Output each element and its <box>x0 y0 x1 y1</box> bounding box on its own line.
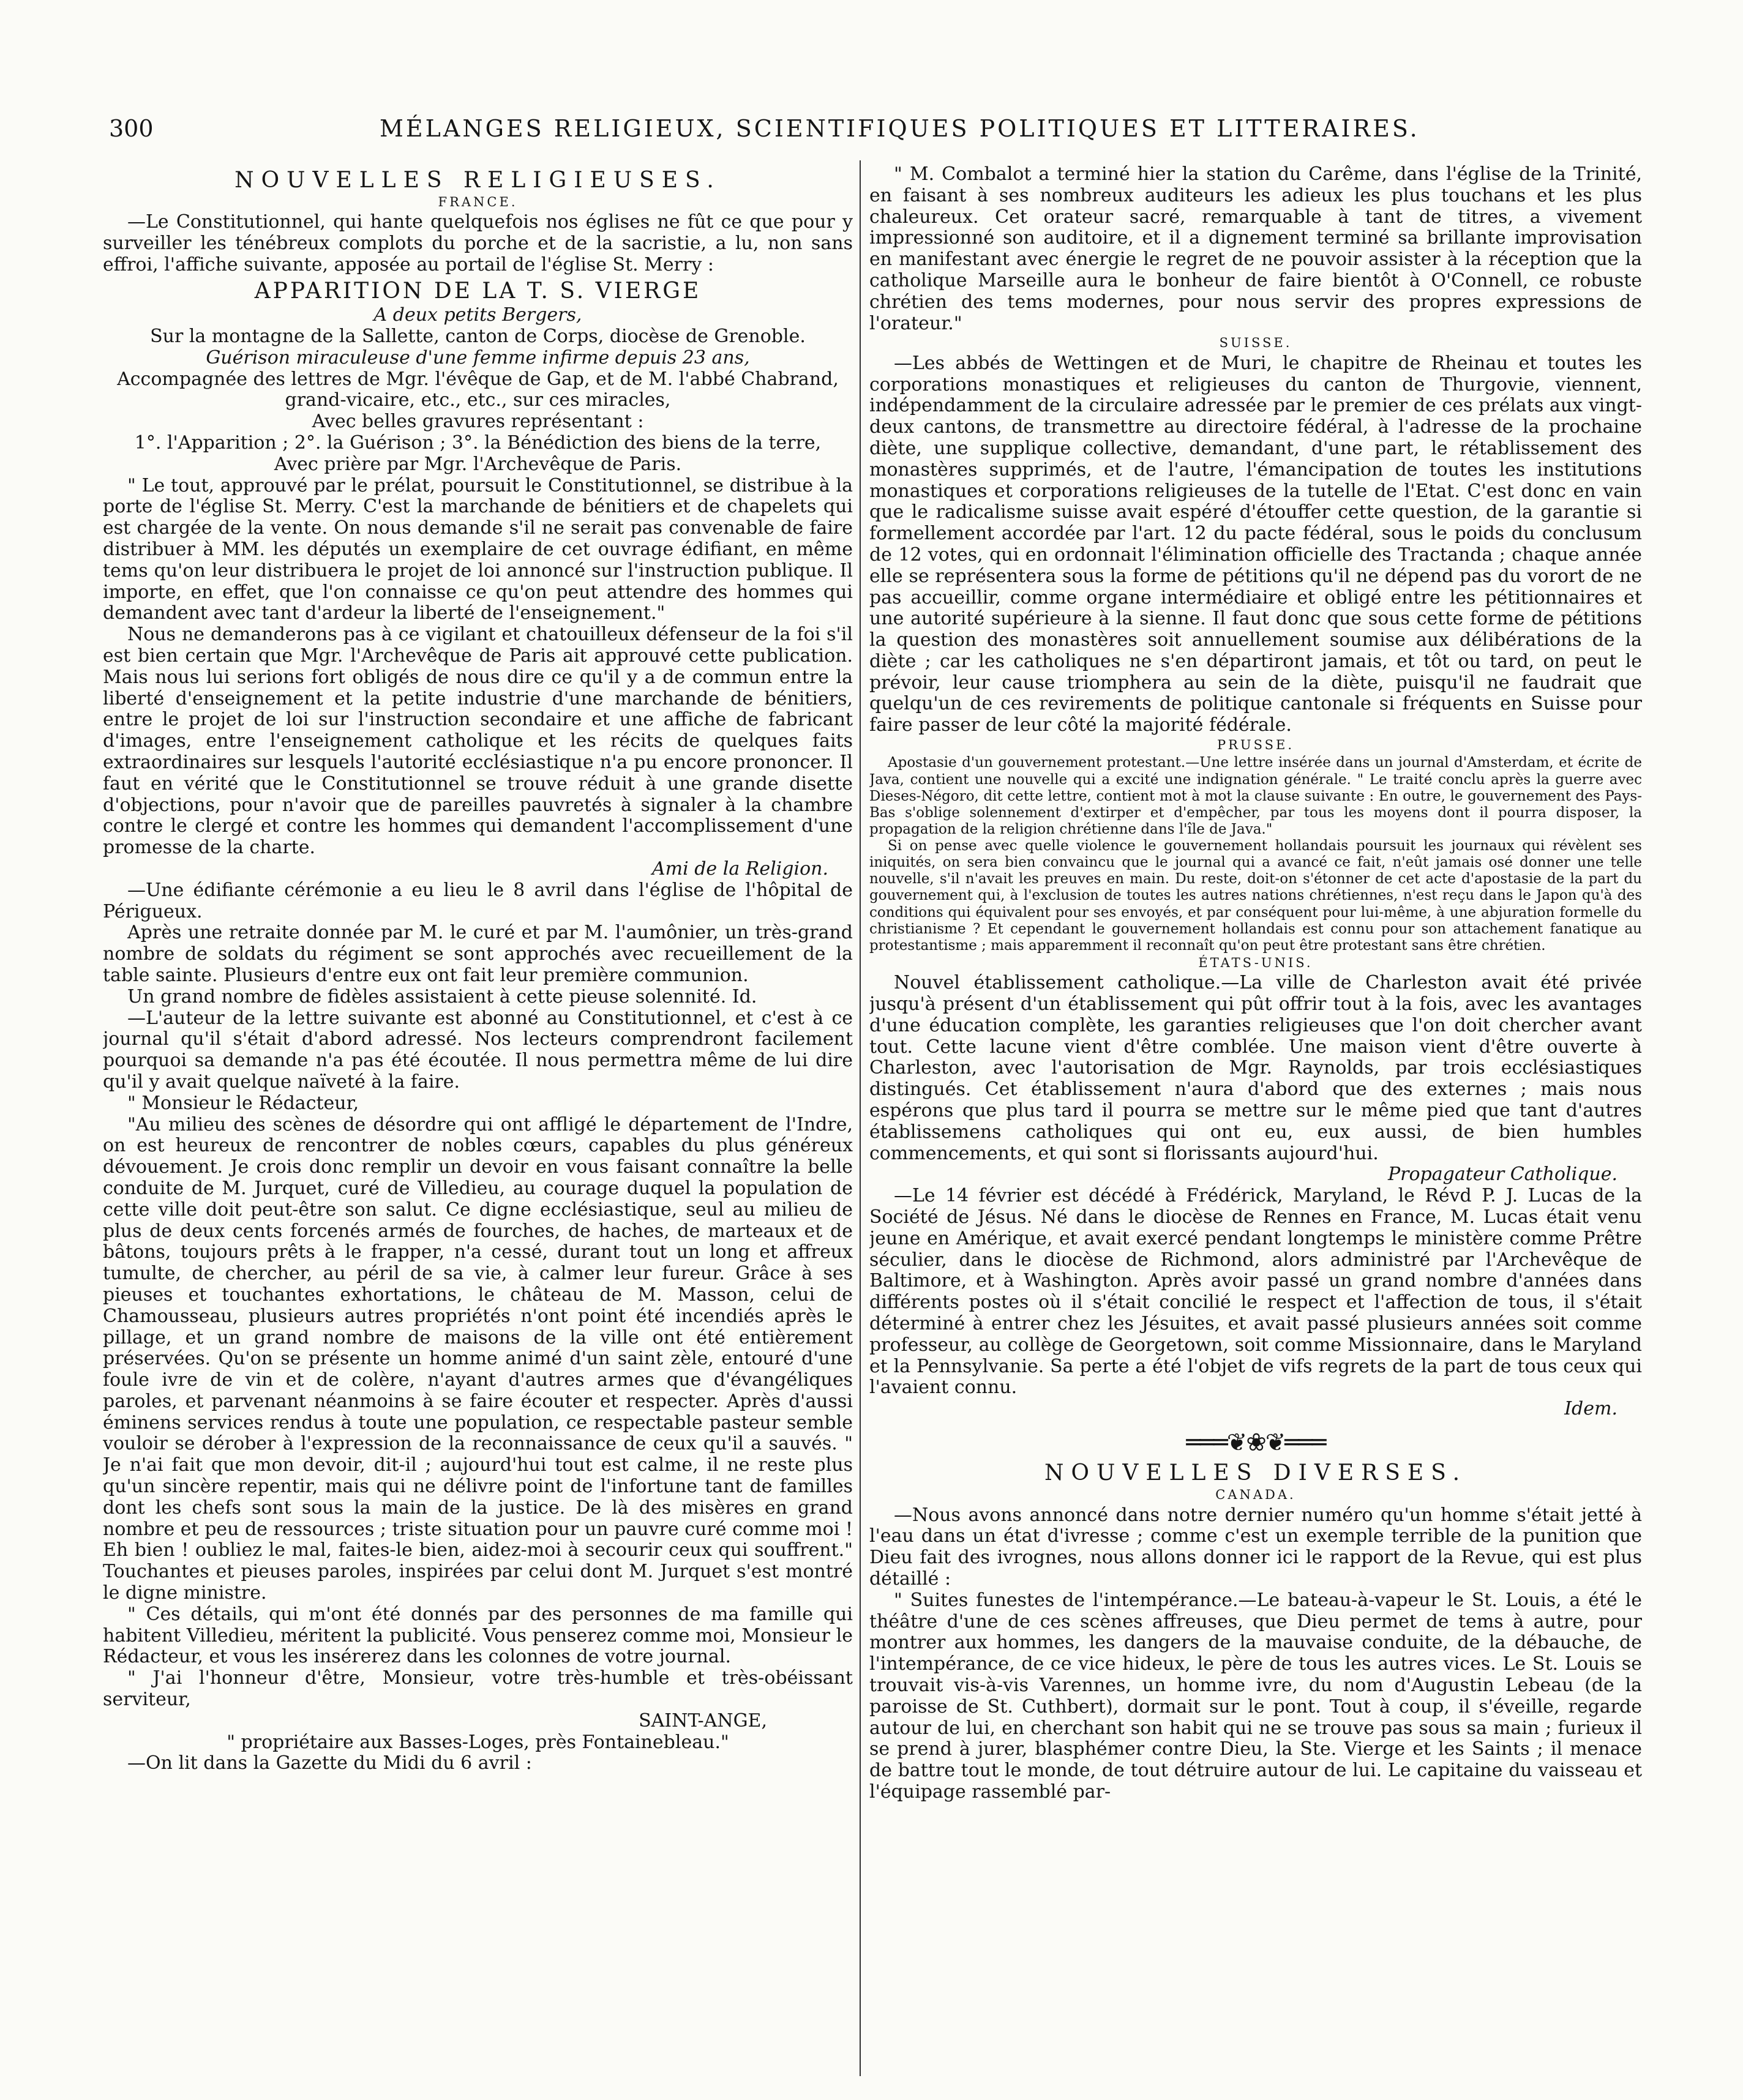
small-print-paragraph: Si on pense avec quelle violence le gouvernement hollandais poursuit les journaux qui révèlent ses iniquités, on sera bien convaincu que le journal qui a avancé ce fait, n'eût jamais osé donner une telle nouvelle, s'il n'avait les preuves en main. Du reste, doit-on s'étonner de cet acte d'apostasie de la part du gouvernement qui, à l'exclusion de toutes les autres nations chrétiennes, n'est reçu dans le Japon qu'à des conditions qui équivalent pour ses envoyés, et par conséquent pour lui-même, à une abjuration formelle du christianisme ? Et cependant le gouvernement hollandais est connu pour son attachement fanatique au protestantisme ; mais apparemment il reconnaît qu'on peut être protestant sans être chrétien. <box>869 838 1642 954</box>
paragraph: " Suites funestes de l'intempérance.—Le bateau-à-vapeur le St. Louis, a été le théâtre d'une de ces scènes affreuses, que Dieu permet de tems à autre, pour montrer aux hommes, les dangers de la mauvaise conduite, de la débauche, de l'intempérance, de ce vice hideux, le père de tous les autres vices. Le St. Louis se trouvait vis-à-vis Varennes, un homme ivre, du nom d'Augustin Lebeau (de la paroisse de St. Cuthbert), dormait sur le pont. Tout à coup, il s'éveille, regarde autour de lui, en cherchant son habit qui ne se trouve pas sous sa main ; furieux il se prend à jurer, blasphémer contre Dieu, la Ste. Vierge et les Saints ; il menace de battre tout le monde, de tout détruire autour de lui. Le capitaine du vaisseau et l'équipage rassemblé par- <box>869 1589 1642 1803</box>
section-heading: NOUVELLES RELIGIEUSES. <box>234 168 721 193</box>
paragraph: " J'ai l'honneur d'être, Monsieur, votre très-humble et très-obéissant serviteur, <box>103 1667 853 1711</box>
paragraph: —Une édifiante cérémonie a eu lieu le 8 avril dans l'église de l'hôpital de Périgueux. <box>103 879 853 922</box>
subsection-heading: CANADA. <box>1215 1487 1296 1503</box>
column-divider <box>860 160 861 2076</box>
section-heading: NOUVELLES DIVERSES. <box>1044 1460 1467 1486</box>
paragraph: —Nous avons annoncé dans notre dernier numéro qu'un homme s'était jetté à l'eau dans un état d'ivresse ; comme c'est un exemple terrible de la punition que Dieu fait des ivrognes, nous allons donner ici le rapport de la Revue, qui est plus détaillé : <box>869 1504 1642 1590</box>
small-print-paragraph: Apostasie d'un gouvernement protestant.—Une lettre insérée dans un journal d'Amsterdam, et écrite de Java, contient une nouvelle qui a excité une indignation générale. " Le traité conclu après la guerre avec Dieses-Négoro, dit cette lettre, contient mot à mot la clause suivante : En outre, le gouvernement des Pays-Bas s'oblige solennement d'extirper et d'empêcher, par tous les moyens dont il pourra disposer, la propagation de la religion chrétienne dans l'île de Java." <box>869 755 1642 837</box>
running-title: MÉLANGES RELIGIEUX, SCIENTIFIQUES POLITIQUES ET LITTERAIRES. <box>380 115 1420 142</box>
paragraph: —Les abbés de Wettingen et de Muri, le chapitre de Rheinau et toutes les corporations monastiques et religieuses du canton de Thurgovie, viennent, indépendamment de la circulaire adressée par le premier de ces prélats aux vingt-deux cantons, de transmettre au directoire fédéral, à l'adresse de la prochaine diète, une supplique collective, demandant, d'une part, le rétablissement des monastères supprimés, et de l'autre, l'émancipation de toutes les institutions monastiques et corporations religieuses de la tutelle de l'Etat. C'est donc en vain que le radicalisme suisse avait espéré d'étouffer cette question, de la garantie si formellement accordée par l'art. 12 du pacte fédéral, sous le poids du conclusum de 12 votes, qui en ordonnait l'élimination officielle des Tractanda ; chaque année elle se représentera sous la forme de pétitions qu'il ne dépend pas du vorort de ne pas accueillir, comme organe intermédiaire et obligé entre les pétitionnaires et une autorité supérieure à la sienne. Il faut donc que sous cette forme de pétitions la question des monastères soit annuellement soumise aux délibérations de la diète ; car les catholiques ne s'en départiront jamais, et tôt ou tard, on peut le prévoir, leur cause triomphera au sein de la diète, puisqu'il ne faudrait que quelqu'un de ces revirements de politique cantonale si fréquents en Suisse pour faire passer de leur côté la majorité fédérale. <box>869 352 1642 736</box>
source-credit: Idem. <box>1564 1398 1617 1420</box>
subsection-heading: SUISSE. <box>1219 335 1292 351</box>
centered-line: Accompagnée des lettres de Mgr. l'évêque de Gap, et de M. l'abbé Chabrand, grand-vicaire, etc., etc., sur ces miracles, <box>117 368 839 411</box>
paragraph: " Le tout, approuvé par le prélat, poursuit le Constitutionnel, se distribue à la porte de l'église St. Merry. C'est la marchande de bénitiers et de chapelets qui est chargée de la vente. On nous demande s'il ne serait pas convenable de faire distribuer à MM. les députés un exemplaire de cet ouvrage édifiant, en même tems qu'on leur distribuera le projet de loi annoncé sur l'instruction publique. Il importe, en effet, que l'on connaisse ce qu'on peut attendre des hommes qui demandent avec tant d'ardeur la liberté de l'enseignement." <box>103 474 853 624</box>
centered-line: 1°. l'Apparition ; 2°. la Guérison ; 3°. la Bénédiction des biens de la terre, <box>134 432 822 454</box>
subsection-heading: ÉTATS-UNIS. <box>1198 955 1313 970</box>
page-header <box>0 115 1743 152</box>
paragraph: —L'auteur de la lettre suivante est abonné au Constitutionnel, et c'est à ce journal qu'il s'était d'abord adressé. Nos lecteurs comprendront facilement pourquoi sa demande n'a pas été écoutée. Il nous permettra même de lui dire qu'il y avait quelque naïveté à la faire. <box>103 1007 853 1093</box>
paragraph: "Au milieu des scènes de désordre qui ont affligé le département de l'Indre, on est heureux de rencontrer de nobles cœurs, capables du plus généreux dévouement. Je crois donc remplir un devoir en vous faisant connaître la belle conduite de M. Jurquet, curé de Villedieu, au courage duquel la population de cette ville doit peut-être son salut. Ce digne ecclésiastique, seul au milieu de plus de deux cents forcenés armés de fourches, de haches, de marteaux et de bâtons, toujours prêts à le frapper, n'a cessé, durant tout un long et affreux tumulte, de chercher, au péril de sa vie, à calmer leur fureur. Grâce à ses pieuses et touchantes exhortations, le château de M. Masson, celui de Chamousseau, plusieurs autres propriétés n'ont point été incendiés après le pillage, et un grand nombre de maisons de la ville ont été entièrement préservées. Qu'on se présente un homme animé d'un saint zèle, entouré d'une foule ivre de vin et de colère, n'ayant d'autres armes que d'évangéliques paroles, et parvenant néanmoins à se faire écouter et respecter. Après d'aussi éminens services rendus à toute une population, ce respectable pasteur semble vouloir se dérober à l'expression de la reconnaissance de ceux qu'il a sauvés. " Je n'ai fait que mon devoir, dit-il ; aujourd'hui tout est calme, il ne reste plus qu'un sincère repentir, mais qui ne délivre point de l'infortune tant de familles dont les chefs sont sous la main de la justice. De là des misères en grand nombre et peu de ressources ; triste situation pour un pauvre curé comme moi ! Eh bien ! oubliez le mal, faites-le bien, aidez-moi à secourir ceux qui souffrent." Touchantes et pieuses paroles, inspirées par celui dont M. Jurquet s'est montré le digne ministre. <box>103 1113 853 1604</box>
ornament-divider: ═══❦❀❦═══ <box>1186 1429 1325 1457</box>
paragraph: —Le 14 février est décédé à Frédérick, Maryland, le Révd P. J. Lucas de la Société de Jésus. Né dans le diocèse de Rennes en France, M. Lucas était venu jeune en Amérique, et avait exercé pendant longtemps le ministère comme Prêtre séculier, dans le diocèse de Richmond, alors administré par l'Archevêque de Baltimore, et à Washington. Après avoir passé un grand nombre d'années dans différents postes où il s'était concilié le respect et l'affection de tous, il s'était déterminé à entrer chez les Jésuites, et avait passé plusieurs années soit comme professeur, au collège de Georgetown, soit comme Missionnaire, dans le Maryland et la Pennsylvanie. Sa perte a été l'objet de vifs regrets de la part de tous ceux qui l'avaient connu. <box>869 1185 1642 1399</box>
paragraph: " M. Combalot a terminé hier la station du Carême, dans l'église de la Trinité, en faisant à ses nombreux auditeurs les adieux les plus touchans et les plus chaleureux. Cet orateur sacré, remarquable à tant de titres, a vivement impressionné son auditoire, et il a dignement terminé sa brillante improvisation en manifestant avec énergie le regret de ne pouvoir assister à la réception que la catholique Marseille aura le bonheur de faire bientôt à O'Connell, ce robuste chrétien des tems modernes, pour nous servir des propres expressions de l'orateur." <box>869 164 1642 334</box>
centered-italic-line: Guérison miraculeuse d'une femme infirme depuis 23 ans, <box>206 346 750 368</box>
source-credit: Propagateur Catholique. <box>1387 1164 1617 1186</box>
centered-line: Avec belles gravures représentant : <box>312 411 644 433</box>
notice-title: APPARITION DE LA T. S. VIERGE <box>254 278 702 304</box>
centered-line: " propriétaire aux Basses-Loges, près Fontainebleau." <box>227 1731 729 1753</box>
signature: SAINT-ANGE, <box>639 1710 767 1732</box>
source-credit: Ami de la Religion. <box>651 858 828 880</box>
right-column <box>869 164 1642 2080</box>
centered-line: Avec prière par Mgr. l'Archevêque de Paris. <box>274 453 682 475</box>
paragraph: Nouvel établissement catholique.—La ville de Charleston avait été privée jusqu'à présent d'un établissement qui pût offrir tout à la fois, avec les avantages d'une éducation complète, les garanties religieuses que l'on doit chercher avant tout. Cette lacune vient d'être comblée. Une maison vient d'être ouverte à Charleston, avec l'autorisation de Mgr. Raynolds, par trois ecclésiastiques distingués. Cet établissement n'aura d'abord que des externes ; mais nous espérons que plus tard il pourra se mettre sur le même pied que tant d'autres établissemens catholiques qui ont eu, eux aussi, de bien humbles commencements, et qui sont si florissants aujourd'hui. <box>869 972 1642 1164</box>
paragraph: " Monsieur le Rédacteur, <box>127 1092 359 1114</box>
subsection-heading: FRANCE. <box>438 194 518 209</box>
paragraph: " Ces détails, qui m'ont été donnés par des personnes de ma famille qui habitent Villedieu, méritent la publicité. Vous penserez comme moi, Monsieur le Rédacteur, et vous les insérerez dans les colonnes de votre journal. <box>103 1603 853 1668</box>
paragraph: Nous ne demanderons pas à ce vigilant et chatouilleux défenseur de la foi s'il est bien certain que Mgr. l'Archevêque de Paris ait approuvé cette publication. Mais nous lui serions fort obligés de nous dire ce qu'il y a de commun entre la liberté d'enseignement et la petite industrie d'une marchande de bénitiers, entre le projet de loi sur l'instruction secondaire et une affiche de fabricant d'images, entre l'enseignement catholique et les récits de quelques faits extraordinaires sur lesquels l'autorité ecclésiastique n'a pu encore prononcer. Il faut en vérité que le Constitutionnel se trouve réduit à une grande disette d'objections, pour n'avoir que de pareilles pauvretés à signaler à la chambre contre le clergé et contre les hommes qui demandent l'accomplissement d'une promesse de la charte. <box>103 624 853 859</box>
paragraph: —Le Constitutionnel, qui hante quelquefois nos églises ne fût ce que pour y surveiller les ténébreux complots du porche et de la sacristie, a lu, non sans effroi, l'affiche suivante, apposée au portail de l'église St. Merry : <box>103 211 853 275</box>
paragraph: Après une retraite donnée par M. le curé et par M. l'aumônier, un très-grand nombre de soldats du régiment se sont approchés avec recueillement de la table sainte. Plusieurs d'entre eux ont fait leur première communion. <box>103 922 853 986</box>
centered-line: Sur la montagne de la Sallette, canton de Corps, diocèse de Grenoble. <box>150 326 806 348</box>
paragraph: —On lit dans la Gazette du Midi du 6 avril : <box>127 1752 532 1774</box>
paragraph: Un grand nombre de fidèles assistaient à cette pieuse solennité. Id. <box>127 985 757 1007</box>
left-column <box>103 164 853 2080</box>
centered-italic-line: A deux petits Bergers, <box>373 304 582 326</box>
subsection-heading: PRUSSE. <box>1216 738 1295 753</box>
page-number: 300 <box>109 115 154 142</box>
